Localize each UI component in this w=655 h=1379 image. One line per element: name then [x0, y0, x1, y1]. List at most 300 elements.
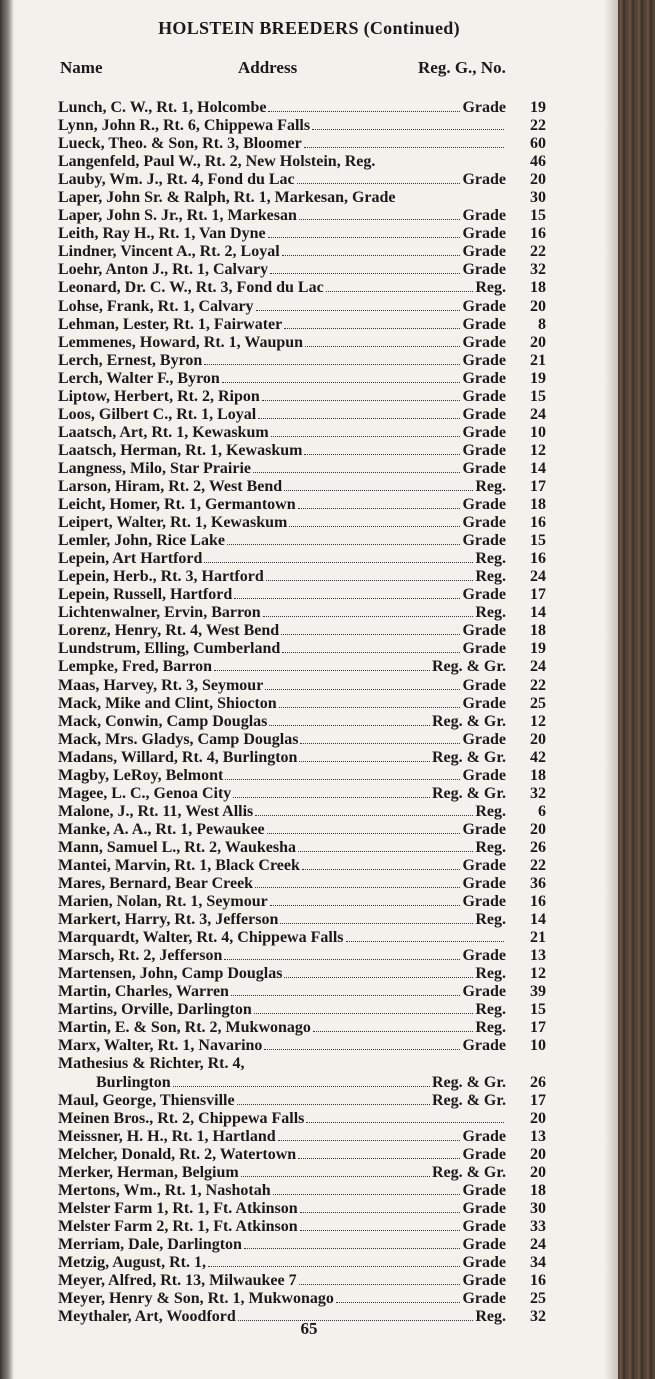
- registration-type: Reg. & Gr.: [431, 1091, 506, 1109]
- page-number: 65: [300, 1319, 318, 1338]
- list-item: [58, 153, 546, 171]
- herd-count: 14: [530, 604, 546, 622]
- breeder-name-address: Meissner, H. H., Rt. 1, Hartland: [58, 1127, 276, 1145]
- dot-leader: [255, 803, 473, 816]
- dot-leader: [265, 677, 460, 690]
- list-item: [58, 424, 546, 442]
- dot-leader: [244, 1236, 461, 1249]
- list-item: [58, 821, 546, 839]
- list-item: [58, 243, 546, 261]
- column-header-name: Name: [60, 58, 103, 77]
- herd-count: 20: [530, 820, 546, 838]
- breeder-name-address: Marx, Walter, Rt. 1, Navarino: [58, 1037, 263, 1055]
- herd-count: 17: [530, 1091, 546, 1109]
- herd-count: 30: [530, 1199, 546, 1217]
- breeder-name-address: Laatsch, Herman, Rt. 1, Kewaskum: [58, 441, 303, 459]
- dot-leader: [273, 1182, 461, 1195]
- dot-leader: [204, 352, 460, 365]
- registration-type: Reg.: [475, 477, 506, 495]
- breeder-name-address: Lehman, Lester, Rt. 1, Fairwater: [58, 315, 283, 333]
- list-item: [58, 1055, 546, 1073]
- list-item: [58, 442, 546, 460]
- registration-type: Grade: [462, 1199, 506, 1217]
- herd-count: 20: [530, 171, 546, 189]
- list-item: [58, 189, 546, 207]
- list-item: [58, 388, 546, 406]
- dot-leader: [270, 261, 460, 274]
- dot-leader: [214, 658, 430, 671]
- dot-leader: [304, 442, 460, 455]
- breeder-name-address: Leith, Ray H., Rt. 1, Van Dyne: [58, 225, 266, 243]
- breeder-name-address: Mack, Mike and Clint, Shiocton: [58, 694, 277, 712]
- dot-leader: [298, 1146, 460, 1159]
- book-spine: [618, 0, 655, 1379]
- registration-type: Grade: [462, 622, 506, 640]
- breeder-name-address: Marsch, Rt. 2, Jefferson: [58, 947, 223, 965]
- registration-type: Grade: [462, 983, 506, 1001]
- dot-leader: [253, 460, 460, 473]
- herd-count: 15: [530, 387, 546, 405]
- herd-count: 21: [530, 929, 546, 947]
- list-item: [58, 99, 546, 117]
- breeder-name-address: Merker, Herman, Belgium: [58, 1163, 239, 1181]
- breeder-name-address: Lauby, Wm. J., Rt. 4, Fond du Lac: [58, 171, 295, 189]
- list-item: [58, 640, 546, 658]
- herd-count: 24: [530, 568, 546, 586]
- list-item: [58, 1254, 546, 1272]
- herd-count: 16: [530, 514, 546, 532]
- registration-type: Reg. & Gr.: [431, 712, 506, 730]
- registration-type: Reg.: [475, 838, 506, 856]
- registration-type: Grade: [462, 207, 506, 225]
- registration-type: Grade: [462, 586, 506, 604]
- dot-leader: [279, 695, 461, 708]
- list-item: [58, 1019, 546, 1037]
- registration-type: Grade: [462, 1145, 506, 1163]
- herd-count: 19: [530, 369, 546, 387]
- registration-type: Grade: [462, 820, 506, 838]
- herd-count: 25: [530, 1290, 546, 1308]
- list-item: [58, 1164, 546, 1182]
- list-item: [58, 1146, 546, 1164]
- herd-count: 6: [538, 802, 546, 820]
- breeder-name-address: Lichtenwalner, Ervin, Barron: [58, 604, 261, 622]
- breeder-name-address: Lundstrum, Elling, Cumberland: [58, 640, 281, 658]
- registration-type: Grade: [462, 423, 506, 441]
- breeder-name-address: Meyer, Henry & Son, Rt. 1, Mukwonago: [58, 1290, 334, 1308]
- dot-leader: [237, 1092, 430, 1105]
- breeder-name-address: Melcher, Donald, Rt. 2, Watertown: [58, 1145, 297, 1163]
- dot-leader: [284, 965, 473, 978]
- registration-type: Grade: [462, 261, 506, 279]
- registration-type: Reg. & Gr.: [431, 784, 506, 802]
- list-item: [58, 1218, 546, 1236]
- breeder-name-address: Martensen, John, Camp Douglas: [58, 965, 283, 983]
- dot-leader: [300, 1218, 461, 1231]
- herd-count: 10: [530, 423, 546, 441]
- dot-leader: [258, 406, 460, 419]
- breeder-name-address: Loos, Gilbert C., Rt. 1, Loyal: [58, 405, 257, 423]
- registration-type: Grade: [462, 1037, 506, 1055]
- breeder-name-address: Melster Farm 2, Rt. 1, Ft. Atkinson: [58, 1217, 298, 1235]
- breeder-name-address: Melster Farm 1, Rt. 1, Ft. Atkinson: [58, 1199, 298, 1217]
- registration-type: Grade: [462, 243, 506, 261]
- list-item: [58, 514, 546, 532]
- herd-count: 20: [530, 1163, 546, 1181]
- herd-count: 25: [530, 694, 546, 712]
- registration-type: Reg. & Gr.: [431, 658, 506, 676]
- list-item: [58, 713, 546, 731]
- registration-type: Grade: [462, 496, 506, 514]
- registration-type: Grade: [462, 532, 506, 550]
- breeder-name-address: Lepein, Herb., Rt. 3, Hartford: [58, 568, 264, 586]
- list-item: [58, 1236, 546, 1254]
- registration-type: Grade: [462, 875, 506, 893]
- dot-leader: [268, 99, 460, 112]
- breeder-name-address: Mack, Conwin, Camp Douglas: [58, 712, 268, 730]
- dot-leader: [225, 767, 460, 780]
- dot-leader: [267, 821, 461, 834]
- registration-type: Grade: [462, 856, 506, 874]
- registration-type: Grade: [462, 1272, 506, 1290]
- breeder-name-address: Loehr, Anton J., Rt. 1, Calvary: [58, 261, 269, 279]
- dot-leader: [262, 388, 461, 401]
- list-item: [58, 261, 546, 279]
- registration-type: Grade: [462, 351, 506, 369]
- registration-type: Grade: [462, 405, 506, 423]
- herd-count: 19: [530, 99, 546, 116]
- herd-count: 12: [530, 965, 546, 983]
- breeder-name-address: Liptow, Herbert, Rt. 2, Ripon: [58, 387, 260, 405]
- list-item: [58, 839, 546, 857]
- breeder-name-address: Lindner, Vincent A., Rt. 2, Loyal: [58, 243, 280, 261]
- dot-leader: [254, 1001, 474, 1014]
- list-item: [58, 370, 546, 388]
- breeder-name-address: Martin, E. & Son, Rt. 2, Mukwonago: [58, 1019, 311, 1037]
- list-item: [58, 1290, 546, 1308]
- herd-count: 42: [530, 748, 546, 766]
- herd-count: 24: [530, 658, 546, 676]
- dot-leader: [234, 586, 460, 599]
- list-item: [58, 622, 546, 640]
- list-item: [58, 658, 546, 676]
- herd-count: 17: [530, 1019, 546, 1037]
- breeder-name-address: Metzig, August, Rt. 1,: [58, 1254, 206, 1271]
- dot-leader: [346, 929, 505, 942]
- list-item: [58, 496, 546, 514]
- herd-count: 20: [530, 297, 546, 315]
- registration-type: Reg. & Gr.: [431, 748, 506, 766]
- list-item: [58, 207, 546, 225]
- list-item: [58, 983, 546, 1001]
- dot-leader: [280, 911, 473, 924]
- dot-leader: [282, 640, 460, 653]
- breeder-name-address: Marquardt, Walter, Rt. 4, Chippewa Falls: [58, 929, 344, 947]
- herd-count: 14: [530, 911, 546, 929]
- column-header-reg: Reg. G., No.: [418, 58, 506, 77]
- breeder-name-address: Marien, Nolan, Rt. 1, Seymour: [58, 893, 268, 911]
- herd-count: 46: [530, 153, 546, 171]
- breeder-name-address: Mertons, Wm., Rt. 1, Nashotah: [58, 1181, 271, 1199]
- breeder-name-address: Lepein, Russell, Hartford: [58, 586, 233, 604]
- list-item: [58, 875, 546, 893]
- herd-count: 20: [530, 1145, 546, 1163]
- list-item: [58, 1001, 546, 1019]
- registration-type: Grade: [462, 225, 506, 243]
- registration-type: Reg.: [475, 802, 506, 820]
- list-item: [58, 1110, 546, 1128]
- registration-type: Reg.: [475, 1001, 506, 1019]
- breeder-name-address: Leicht, Homer, Rt. 1, Germantown: [58, 496, 296, 514]
- dot-leader: [299, 749, 429, 762]
- list-item: [58, 171, 546, 189]
- registration-type: Reg.: [475, 604, 506, 622]
- dot-leader: [284, 316, 460, 329]
- dot-leader: [268, 225, 461, 238]
- registration-type: Grade: [462, 1235, 506, 1253]
- herd-count: 36: [530, 875, 546, 893]
- herd-count: 16: [530, 225, 546, 243]
- registration-type: Reg.: [475, 965, 506, 983]
- breeder-name-address: Meythaler, Art, Woodford: [58, 1308, 236, 1326]
- herd-count: 39: [530, 983, 546, 1001]
- column-header-address: Address: [238, 58, 298, 77]
- dot-leader: [227, 532, 461, 545]
- breeder-name-address: Mantei, Marvin, Rt. 1, Black Creek: [58, 856, 300, 874]
- registration-type: Grade: [462, 1290, 506, 1308]
- list-item: [58, 478, 546, 496]
- herd-count: 32: [530, 784, 546, 802]
- dot-leader: [398, 190, 504, 202]
- herd-count: 16: [530, 550, 546, 568]
- herd-count: 22: [530, 676, 546, 694]
- dot-leader: [299, 207, 461, 220]
- registration-type: Grade: [462, 514, 506, 532]
- list-item: [58, 568, 546, 586]
- herd-count: 20: [530, 333, 546, 351]
- list-item: [58, 298, 546, 316]
- dot-leader: [304, 135, 504, 148]
- dot-leader: [241, 1164, 430, 1177]
- dot-leader: [326, 279, 474, 292]
- list-item: [58, 1128, 546, 1146]
- breeder-name-address: Magby, LeRoy, Belmont: [58, 766, 224, 784]
- breeder-name-address: Markert, Harry, Rt. 3, Jefferson: [58, 911, 279, 929]
- list-item: [58, 1182, 546, 1200]
- registration-type: Grade: [462, 730, 506, 748]
- breeder-name-address: Madans, Willard, Rt. 4, Burlington: [58, 748, 298, 766]
- list-item: [58, 893, 546, 911]
- breeder-name-address: Lorenz, Henry, Rt. 4, West Bend: [58, 622, 280, 640]
- dot-leader: [264, 1037, 460, 1050]
- breeder-name-address: Lemmenes, Howard, Rt. 1, Waupun: [58, 333, 304, 351]
- dot-leader: [231, 983, 461, 996]
- registration-type: Grade: [462, 640, 506, 658]
- dot-leader: [297, 171, 461, 184]
- dot-leader: [204, 550, 473, 563]
- dot-leader: [266, 568, 474, 581]
- breeder-name-address: Manke, A. A., Rt. 1, Pewaukee: [58, 820, 265, 838]
- registration-type: Reg.: [475, 568, 506, 586]
- dot-leader: [289, 514, 460, 527]
- breeder-name-address: Laper, John Sr. & Ralph, Rt. 1, Markesan, Grade: [58, 189, 396, 207]
- list-item: [58, 1074, 546, 1092]
- list-item: [58, 352, 546, 370]
- list-item: [58, 334, 546, 352]
- registration-type: Grade: [462, 459, 506, 477]
- herd-count: 30: [530, 189, 546, 207]
- list-item: [58, 316, 546, 334]
- herd-count: 18: [530, 622, 546, 640]
- dot-leader: [302, 857, 461, 870]
- breeder-name-address: Lunch, C. W., Rt. 1, Holcombe: [58, 99, 267, 116]
- herd-count: 19: [530, 640, 546, 658]
- list-item: [58, 279, 546, 297]
- herd-count: 26: [530, 838, 546, 856]
- registration-type: Grade: [462, 694, 506, 712]
- dot-leader: [233, 785, 430, 798]
- list-item: [58, 225, 546, 243]
- list-item: [58, 586, 546, 604]
- dot-leader: [298, 496, 461, 509]
- breeder-name-address: Laper, John S. Jr., Rt. 1, Markesan: [58, 207, 297, 225]
- breeder-name-address: Leonard, Dr. C. W., Rt. 3, Fond du Lac: [58, 279, 324, 297]
- breeder-name-address: Martins, Orville, Darlington: [58, 1001, 252, 1019]
- registration-type: Grade: [462, 1181, 506, 1199]
- list-item: [58, 135, 546, 153]
- registration-type: Grade: [462, 99, 506, 116]
- breeder-name-address: Mares, Bernard, Bear Creek: [58, 875, 254, 893]
- list-item: [58, 532, 546, 550]
- dot-leader: [255, 875, 460, 888]
- herd-count: 17: [530, 477, 546, 495]
- dot-leader: [300, 1200, 461, 1213]
- list-item: [58, 406, 546, 424]
- list-item: [58, 1092, 546, 1110]
- breeder-name-address: Mathesius & Richter, Rt. 4,: [58, 1055, 245, 1073]
- herd-count: 60: [530, 135, 546, 153]
- herd-count: 34: [530, 1254, 546, 1271]
- herd-count: 18: [530, 279, 546, 297]
- dot-leader: [224, 947, 460, 960]
- list-item: [58, 803, 546, 821]
- dot-leader: [271, 424, 461, 437]
- registration-type: Reg.: [475, 279, 506, 297]
- list-item: [58, 965, 546, 983]
- herd-count: 20: [530, 1109, 546, 1127]
- herd-count: 18: [530, 766, 546, 784]
- herd-count: 24: [530, 405, 546, 423]
- list-item: [58, 695, 546, 713]
- dot-leader: [256, 298, 461, 311]
- dot-leader: [263, 604, 474, 617]
- registration-type: Grade: [462, 297, 506, 315]
- herd-count: 22: [530, 856, 546, 874]
- breeder-name-address: Burlington: [96, 1073, 171, 1091]
- registration-type: Grade: [462, 387, 506, 405]
- registration-type: Grade: [462, 893, 506, 911]
- breeder-name-address: Meinen Bros., Rt. 2, Chippewa Falls: [58, 1109, 305, 1127]
- herd-count: 32: [530, 261, 546, 279]
- dot-leader: [377, 154, 504, 166]
- breeder-name-address: Maas, Harvey, Rt. 3, Seymour: [58, 676, 264, 694]
- herd-count: 12: [530, 712, 546, 730]
- dot-leader: [269, 713, 430, 726]
- dot-leader: [284, 478, 473, 491]
- list-item: [58, 460, 546, 478]
- breeder-name-address: Lerch, Ernest, Byron: [58, 351, 203, 369]
- registration-type: Grade: [462, 1127, 506, 1145]
- herd-count: 15: [530, 1001, 546, 1019]
- list-item: [58, 1200, 546, 1218]
- herd-count: 20: [530, 730, 546, 748]
- registration-type: Grade: [462, 369, 506, 387]
- list-item: [58, 1037, 546, 1055]
- breeder-name-address: Langness, Milo, Star Prairie: [58, 459, 252, 477]
- list-item: [58, 550, 546, 568]
- breeder-name-address: Martin, Charles, Warren: [58, 983, 229, 1001]
- breeder-name-address: Lemler, John, Rice Lake: [58, 532, 225, 550]
- list-item: [58, 785, 546, 803]
- breeder-name-address: Larson, Hiram, Rt. 2, West Bend: [58, 477, 283, 495]
- list-item: [58, 857, 546, 875]
- registration-type: Reg.: [475, 1308, 506, 1326]
- breeder-name-address: Lempke, Fred, Barron: [58, 658, 213, 676]
- breeder-name-address: Magee, L. C., Genoa City: [58, 784, 232, 802]
- dot-leader: [173, 1074, 430, 1087]
- herd-count: 24: [530, 1235, 546, 1253]
- registration-type: Reg. & Gr.: [431, 1163, 506, 1181]
- page-left-edge: [0, 0, 14, 1379]
- breeder-name-address: Lynn, John R., Rt. 6, Chippewa Falls: [58, 117, 311, 135]
- registration-type: Reg.: [475, 1019, 506, 1037]
- herd-count: 15: [530, 207, 546, 225]
- herd-count: 26: [530, 1073, 546, 1091]
- list-item: [58, 677, 546, 695]
- herd-count: 22: [530, 243, 546, 261]
- herd-count: 21: [530, 351, 546, 369]
- list-item: [58, 767, 546, 785]
- herd-count: 12: [530, 441, 546, 459]
- breeder-name-address: Lerch, Walter F., Byron: [58, 369, 220, 387]
- herd-count: 10: [530, 1037, 546, 1055]
- page-title: HOLSTEIN BREEDERS (Continued): [158, 18, 460, 38]
- herd-count: 14: [530, 459, 546, 477]
- list-item: [58, 911, 546, 929]
- breeder-name-address: Maul, George, Thiensville: [58, 1091, 235, 1109]
- dot-leader: [336, 1290, 461, 1303]
- breeder-name-address: Lohse, Frank, Rt. 1, Calvary: [58, 297, 254, 315]
- breeder-name-address: Mack, Mrs. Gladys, Camp Douglas: [58, 730, 299, 748]
- registration-type: Reg.: [475, 911, 506, 929]
- breeder-name-address: Merriam, Dale, Darlington: [58, 1235, 242, 1253]
- dot-leader: [247, 1056, 505, 1068]
- breeder-list: [58, 99, 546, 1326]
- breeder-name-address: Lepein, Art Hartford: [58, 550, 203, 568]
- herd-count: 18: [530, 1181, 546, 1199]
- list-item: [58, 1272, 546, 1290]
- dot-leader: [278, 1128, 461, 1141]
- herd-count: 16: [530, 893, 546, 911]
- breeder-name-address: Meyer, Alfred, Rt. 13, Milwaukee 7: [58, 1272, 297, 1290]
- registration-type: Reg. & Gr.: [431, 1073, 506, 1091]
- dot-leader: [306, 1110, 504, 1123]
- herd-count: 32: [530, 1308, 546, 1326]
- page-gutter-shadow: [604, 0, 618, 1379]
- registration-type: Grade: [462, 1217, 506, 1235]
- herd-count: 15: [530, 532, 546, 550]
- herd-count: 13: [530, 947, 546, 965]
